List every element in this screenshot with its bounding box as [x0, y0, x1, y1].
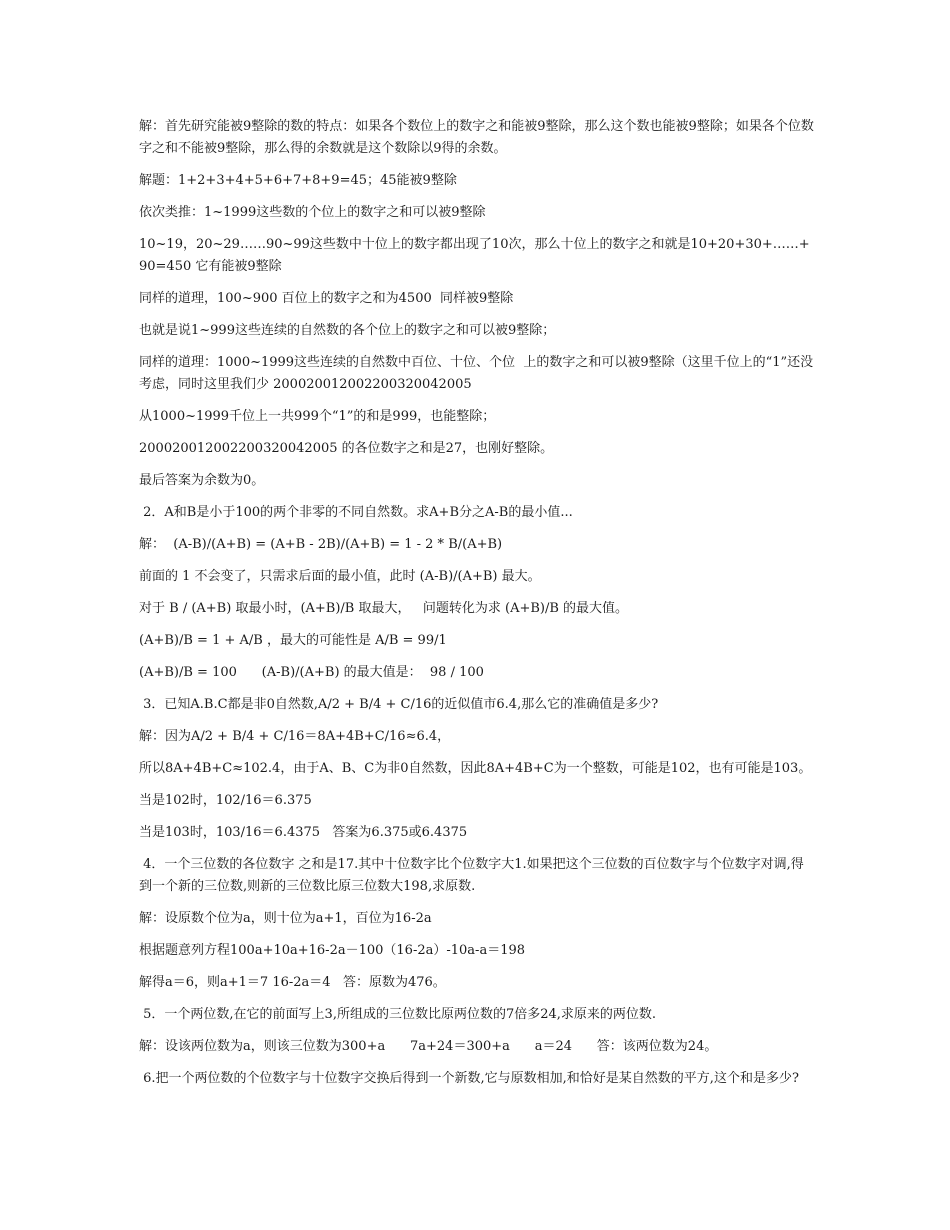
- paragraph: 前面的 1 不会变了，只需求后面的最小值，此时 (A-B)/(A+B) 最大。: [139, 569, 541, 584]
- paragraph: 当是103时，103/16＝6.4375 答案为6.375或6.4375: [139, 825, 468, 840]
- question-heading: 3．已知A.B.C都是非0自然数,A/2 + B/4 + C/16的近似值市6.4,那么它的准确值是多少?: [139, 697, 659, 712]
- paragraph: 解题：1+2+3+4+5+6+7+8+9=45；45能被9整除: [139, 173, 457, 188]
- paragraph: 对于 B / (A+B) 取最小时，(A+B)/B 取最大， 问题转化为求 (A+B)/B 的最大值。: [139, 601, 629, 616]
- paragraph: 解：因为A/2 + B/4 + C/16＝8A+4B+C/16≈6.4，: [139, 729, 451, 744]
- question-heading: 6.把一个两位数的个位数字与十位数字交换后得到一个新数,它与原数相加,和恰好是某自然数的平方,这个和是多少?: [139, 1071, 799, 1086]
- paragraph: 解：设原数个位为a，则十位为a+1，百位为16-2a: [139, 911, 432, 926]
- paragraph: 当是102时，102/16＝6.375: [139, 793, 312, 808]
- question-heading: 5．一个两位数,在它的前面写上3,所组成的三位数比原两位数的7倍多24,求原来的两位数.: [139, 1007, 657, 1022]
- question-heading: 4．一个三位数的各位数字 之和是17.其中十位数字比个位数字大1.如果把这个三位数的百位数字与个位数字对调,得到一个新的三位数,则新的三位数比原三位数大198,求原数.: [139, 857, 804, 894]
- paragraph: (A+B)/B = 1 + A/B ，最大的可能性是 A/B = 99/1: [139, 633, 447, 648]
- question-heading: 2．A和B是小于100的两个非零的不同自然数。求A+B分之A-B的最小值...: [139, 505, 573, 520]
- paragraph: 解得a＝6，则a+1＝7 16-2a＝4 答：原数为476。: [139, 975, 446, 990]
- paragraph: 同样的道理，100~900 百位上的数字之和为4500 同样被9整除: [139, 291, 514, 306]
- document-body: [139, 116, 814, 1090]
- paragraph: 解： (A-B)/(A+B) = (A+B - 2B)/(A+B) = 1 - 2 * B/(A+B): [139, 537, 503, 552]
- paragraph: 根据题意列方程100a+10a+16-2a－100（16-2a）-10a-a＝198: [139, 943, 526, 958]
- paragraph: 10~19，20~29……90~99这些数中十位上的数字都出现了10次，那么十位上的数字之和就是10+20+30+……+90=450 它有能被9整除: [139, 237, 810, 274]
- paragraph: 200020012002200320042005 的各位数字之和是27，也刚好整除。: [139, 441, 554, 456]
- paragraph: 解：首先研究能被9整除的数的特点：如果各个数位上的数字之和能被9整除，那么这个数也能被9整除；如果各个位数字之和不能被9整除，那么得的余数就是这个数除以9得的余数。: [139, 119, 814, 156]
- paragraph: (A+B)/B = 100 (A-B)/(A+B) 的最大值是： 98 / 100: [139, 665, 484, 680]
- paragraph: 同样的道理：1000~1999这些连续的自然数中百位、十位、个位 上的数字之和可以被9整除（这里千位上的“1”还没考虑，同时这里我们少 20002001200220032004200​5: [139, 355, 814, 392]
- paragraph: 所以8A+4B+C≈102.4，由于A、B、C为非0自然数，因此8A+4B+C为一个整数，可能是102，也有可能是103。: [139, 761, 812, 776]
- paragraph: 依次类推：1~1999这些数的个位上的数字之和可以被9整除: [139, 205, 486, 220]
- paragraph: 解：设该两位数为a，则该三位数为300+a 7a+24＝300+a a＝24 答：该两位数为24。: [139, 1039, 718, 1054]
- paragraph: 从1000~1999千位上一共999个“1”的和是999，也能整除；: [139, 409, 496, 424]
- paragraph: 也就是说1~999这些连续的自然数的各个位上的数字之和可以被9整除；: [139, 323, 556, 338]
- paragraph: 最后答案为余数为0。: [139, 473, 265, 488]
